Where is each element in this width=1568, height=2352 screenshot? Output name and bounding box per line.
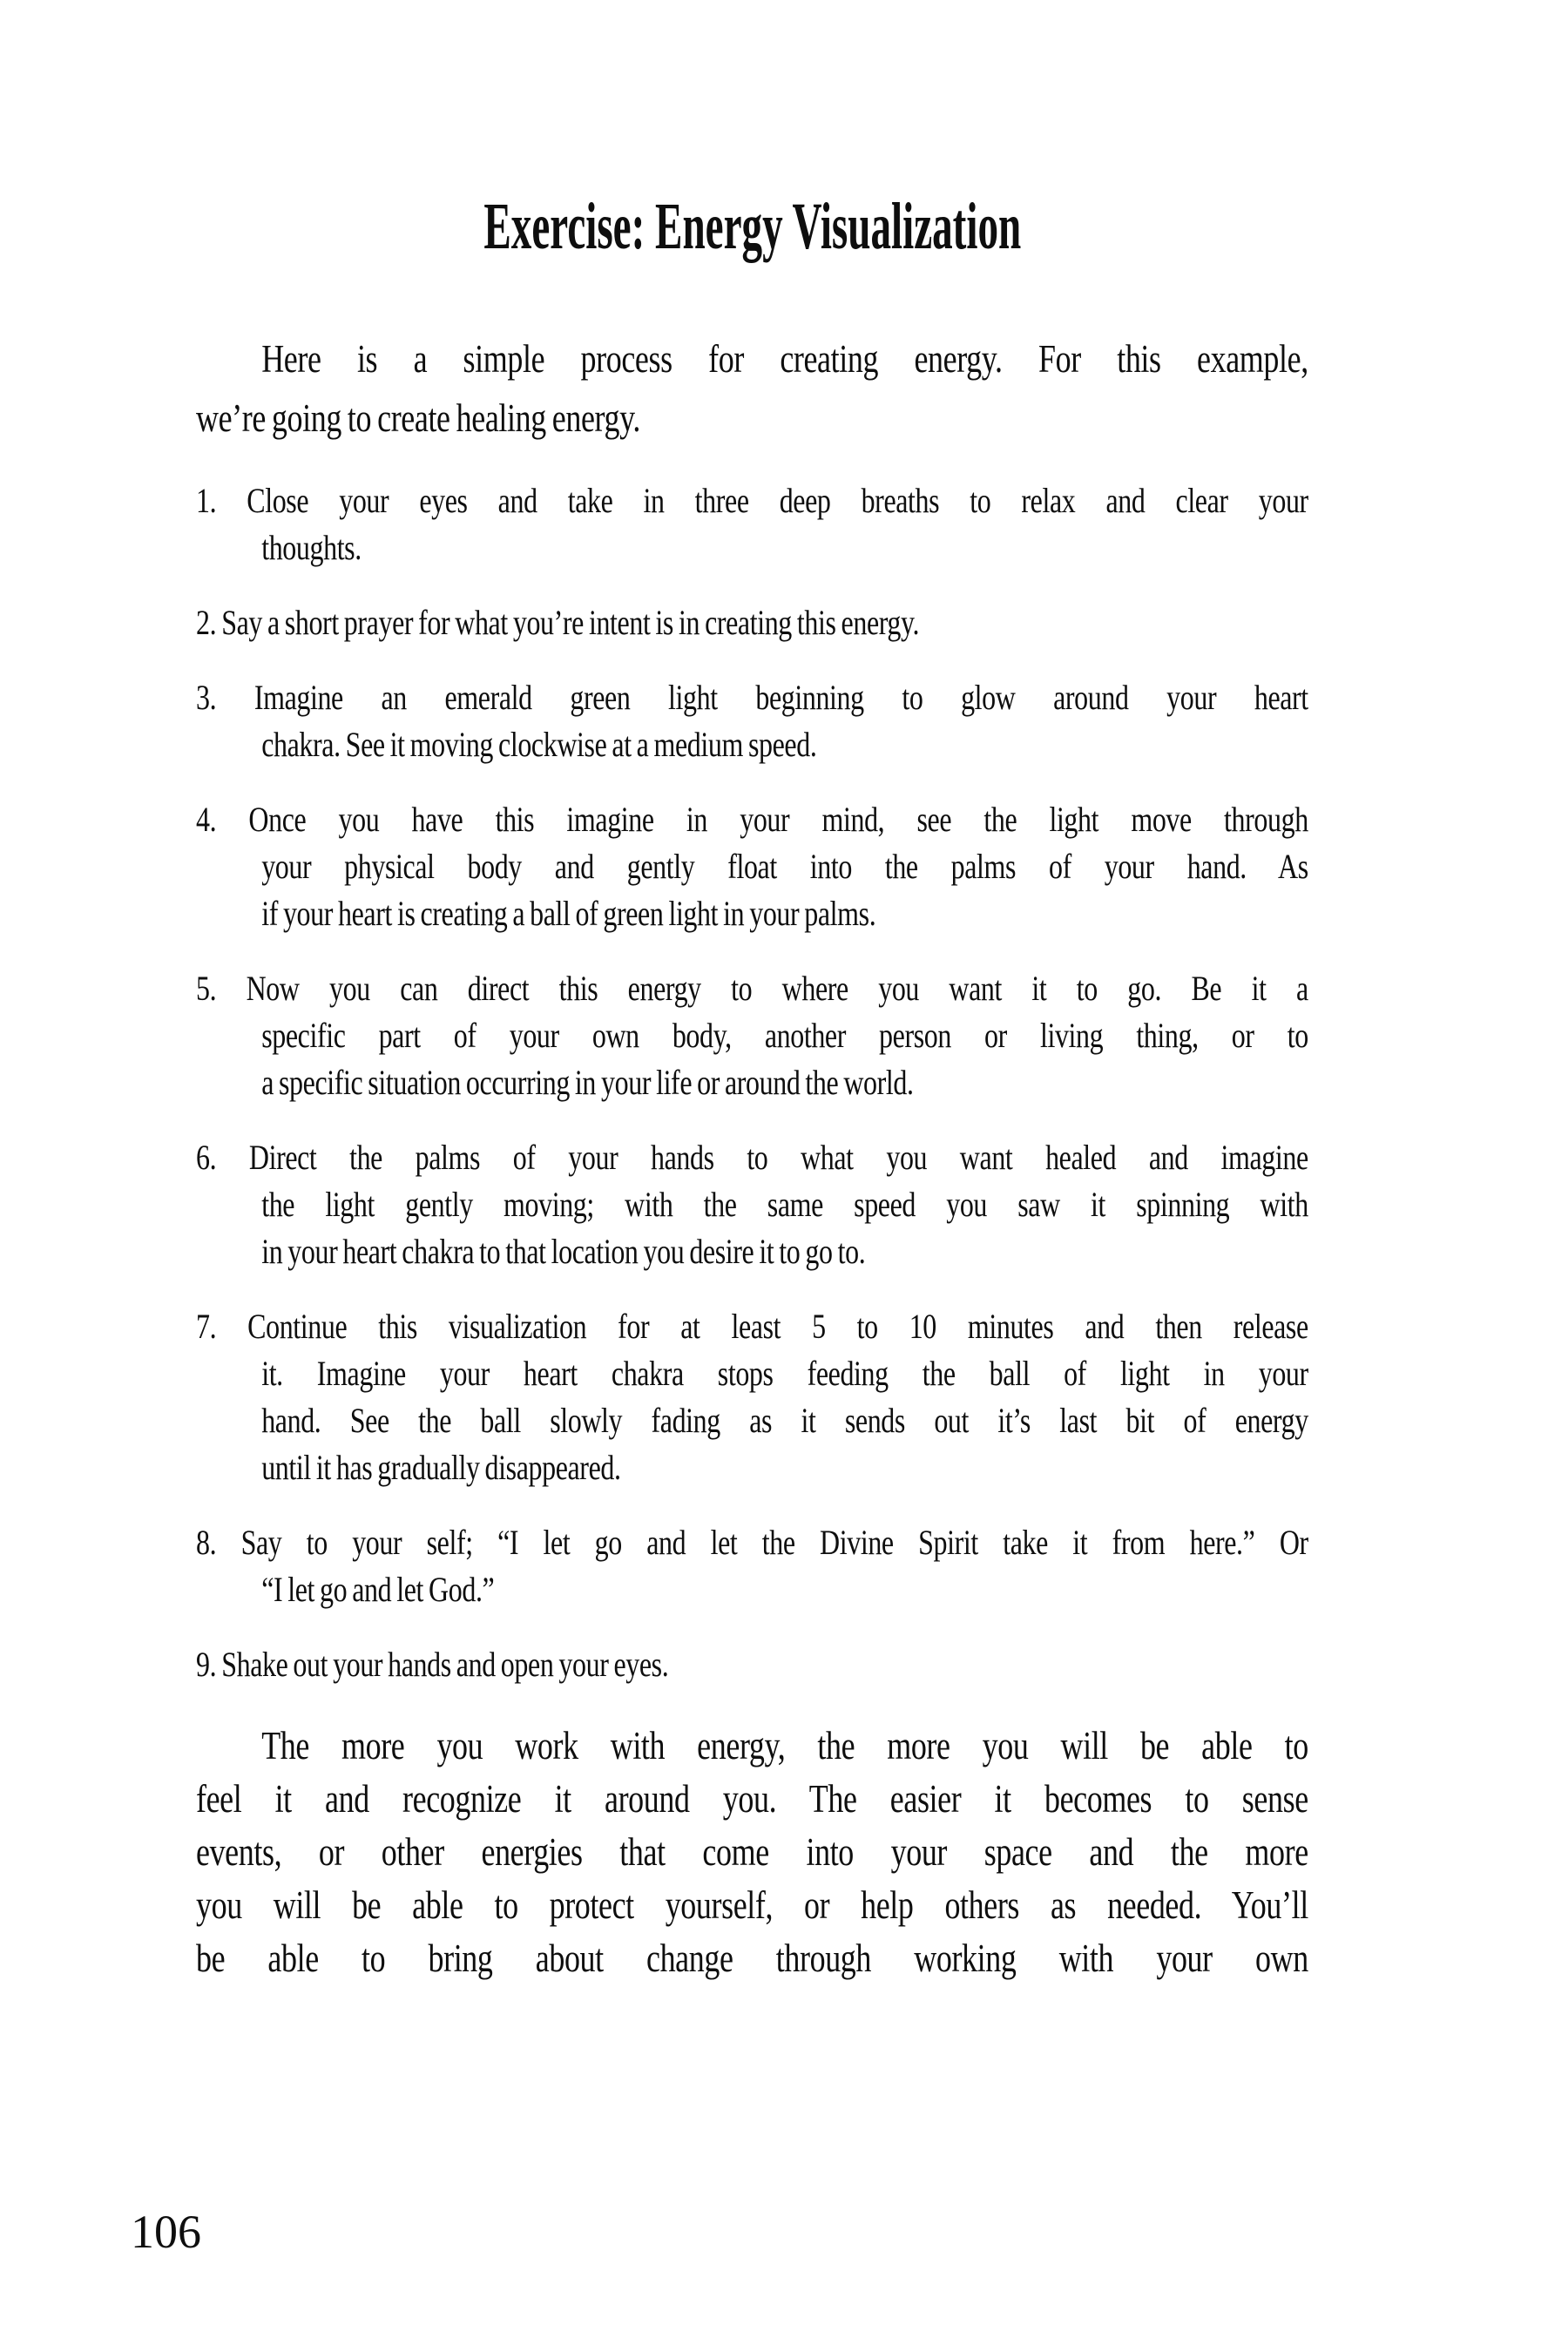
text-line: until it has gradually disappeared. <box>261 1448 621 1487</box>
text-line: you will be able to protect yourself, or help others as needed. You’ll <box>196 1883 1308 1927</box>
text-line: the light gently moving; with the same speed you saw it spinning with <box>261 1185 1308 1224</box>
text-line: The more you work with energy, the more you will be able to <box>261 1724 1308 1767</box>
text-line: 2. Say a short prayer for what you’re intent is in creating this energy. <box>196 603 920 642</box>
step-item <box>196 1134 1308 1275</box>
text-line: in your heart chakra to that location you desire it to go to. <box>261 1232 866 1271</box>
step-item <box>196 599 1308 646</box>
text-line: 6. Direct the palms of your hands to what you want healed and imagine <box>196 1138 1308 1177</box>
steps-list <box>196 477 1308 1688</box>
page-number: 106 <box>131 2206 201 2258</box>
text-line: be able to bring about change through working with your own <box>196 1936 1308 1980</box>
intro-paragraph <box>196 329 1308 448</box>
step-item <box>196 965 1308 1106</box>
step-item <box>196 674 1308 768</box>
page-content <box>196 0 1308 1985</box>
step-item <box>196 1303 1308 1491</box>
step-item <box>196 1641 1308 1688</box>
step-item <box>196 477 1308 571</box>
text-line: 4. Once you have this imagine in your mind, see the light move through <box>196 800 1308 839</box>
text-line: we’re going to create healing energy. <box>196 396 640 440</box>
step-item <box>196 796 1308 937</box>
text-line: if your heart is creating a ball of green light in your palms. <box>261 894 876 933</box>
closing-paragraph <box>196 1720 1308 1985</box>
text-line: “I let go and let God.” <box>261 1570 495 1609</box>
step-item <box>196 1519 1308 1613</box>
text-line: a specific situation occurring in your life or around the world. <box>261 1063 914 1102</box>
text-line: it. Imagine your heart chakra stops feeding the ball of light in your <box>261 1354 1308 1393</box>
text-line: 8. Say to your self; “I let go and let the Divine Spirit take it from here.” Or <box>196 1523 1308 1562</box>
text-line: 5. Now you can direct this energy to where you want it to go. Be it a <box>196 969 1308 1008</box>
text-line: chakra. See it moving clockwise at a medium speed. <box>261 725 817 764</box>
text-line: events, or other energies that come into your space and the more <box>196 1830 1308 1874</box>
text-line: feel it and recognize it around you. The easier it becomes to sense <box>196 1777 1308 1821</box>
text-line: 9. Shake out your hands and open your eyes. <box>196 1645 669 1684</box>
page-title: Exercise: Energy Visualization <box>483 190 1021 263</box>
text-line: hand. See the ball slowly fading as it sends out it’s last bit of energy <box>261 1401 1308 1440</box>
text-line: 3. Imagine an emerald green light beginning to glow around your heart <box>196 678 1308 717</box>
text-line: 7. Continue this visualization for at least 5 to 10 minutes and then release <box>196 1307 1308 1346</box>
text-line: 1. Close your eyes and take in three deep breaths to relax and clear your <box>196 481 1308 520</box>
title-row <box>196 186 1308 267</box>
text-line: specific part of your own body, another person or living thing, or to <box>261 1016 1308 1055</box>
text-line: Here is a simple process for creating energy. For this example, <box>261 337 1308 381</box>
text-line: thoughts. <box>261 528 362 567</box>
text-line: your physical body and gently float into the palms of your hand. As <box>261 847 1308 886</box>
